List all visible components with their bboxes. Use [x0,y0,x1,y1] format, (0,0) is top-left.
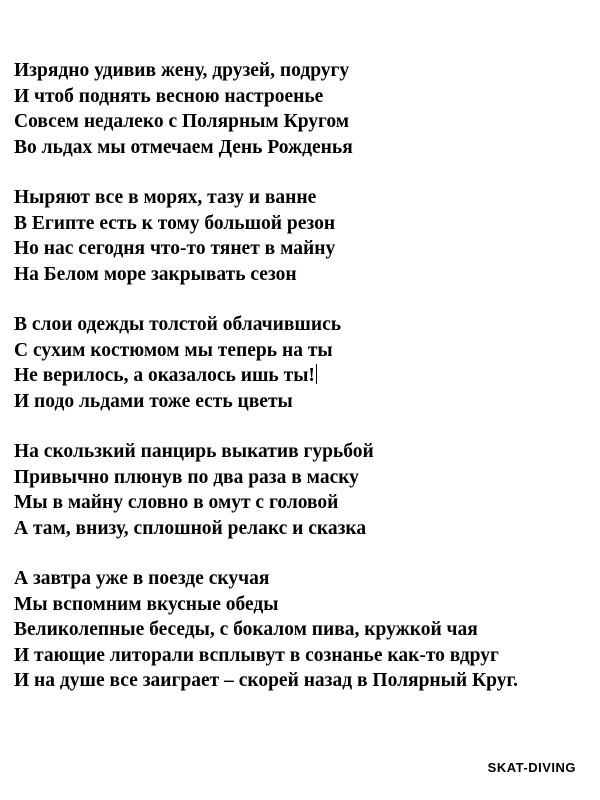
poem-line: Мы в майну словно в омут с головой [14,492,339,513]
poem-line: Привычно плюнув по два раза в маску [14,466,359,488]
poem-line: И тающие литорали всплывут в сознанье как-то вдруг [14,644,499,666]
poem-line: Во льдах мы отмечаем День Рожденья [14,136,353,158]
poem-line: И подо льдами тоже есть цветы [14,390,293,412]
poem-line: Великолепные беседы, с бокалом пива, кружкой чая [14,619,478,640]
poem-line: На скользкий панцирь выкатив гурьбой [14,441,374,462]
poem-line: А там, внизу, сплошной релакс и сказка [14,517,367,539]
poem-line: И чтоб поднять весною настроенье [14,85,324,107]
poem-line: Совсем недалеко с Полярным Кругом [14,111,350,132]
stanza-2 [14,185,594,287]
stanza-1 [14,58,594,160]
poem-line: На Белом море закрывать сезон [14,263,297,285]
poem-line: И на душе все заиграет – скорей назад в Полярный Круг. [14,670,518,691]
poem-line: Ныряют все в морях, тазу и ванне [14,187,317,208]
poem [14,58,594,719]
poem-line: Мы вспомним вкусные обеды [14,593,279,615]
poem-line-text: Не верилось, а оказалось ишь ты! [14,365,315,386]
poem-line: Но нас сегодня что-то тянет в майну [14,238,336,259]
stanza-4 [14,439,594,541]
text-cursor [316,364,317,384]
poem-line: В слои одежды толстой облачившись [14,314,342,335]
stanza-5 [14,566,594,694]
poem-line: Изрядно удивив жену, друзей, подругу [14,60,350,81]
poem-line: А завтра уже в поезде скучая [14,568,270,589]
poem-line-with-cursor [14,363,594,389]
poem-line: В Египте есть к тому большой резон [14,212,336,234]
poem-line: С сухим костюмом мы теперь на ты [14,339,333,361]
stanza-3 [14,312,594,414]
signature: SKAT-DIVING [487,760,576,775]
